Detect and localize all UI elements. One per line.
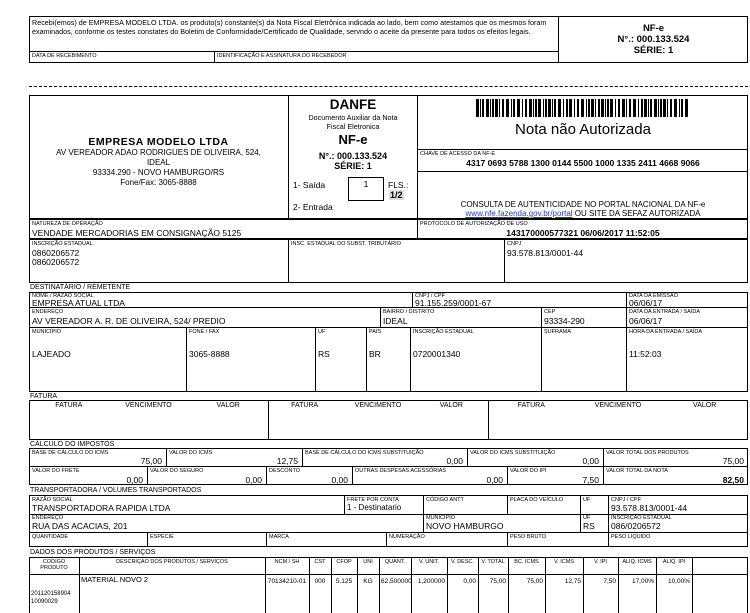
nota-status: Nota não Autorizada — [515, 121, 651, 138]
barcode-bar — [499, 99, 500, 117]
barcode-bar — [506, 99, 509, 117]
barcode-bar — [522, 99, 523, 117]
barcode-bar — [663, 99, 666, 117]
barcode-bar — [629, 99, 631, 117]
barcode-bar — [581, 99, 584, 117]
ie-value1: 0860206572 — [32, 248, 80, 258]
trans-numeracao-label: NUMERAÇÃO — [389, 534, 425, 540]
dest-ie-label: INSCRIÇÃO ESTADUAL — [413, 329, 474, 335]
dest-hora: 11:52:03 — [629, 349, 662, 359]
imposto-label: VALOR DO ICMS SUBSTITUIÇÃO — [470, 450, 556, 456]
ie-value2: 0860206572 — [32, 257, 80, 267]
barcode-bar — [610, 99, 613, 117]
produto-cell-aliqicms: 17,00% — [631, 578, 654, 585]
natureza-label: NATUREZA DE OPERAÇÃO — [32, 221, 103, 227]
protocolo-label: PROTOCOLO DE AUTORIZAÇÃO DE USO — [420, 221, 528, 227]
consulta-suffix: OU SITE DA SEFAZ AUTORIZADA — [572, 209, 701, 218]
barcode-bar — [674, 99, 677, 117]
trans-mun: NOVO HAMBURGO — [426, 521, 504, 531]
imposto-value: 0,00 — [331, 475, 348, 485]
canhoto-sign-label: IDENTIFICAÇÃO E ASSINATURA DO RECEBEDOR — [217, 53, 347, 59]
trans-cnpj: 93.578.813/0001-44 — [611, 503, 688, 513]
imposto-value: 0,00 — [126, 475, 143, 485]
consulta-link[interactable]: www.nfe.fazenda.gov.br/portal — [465, 209, 573, 218]
impostos-section: CÁLCULO DO IMPOSTOS — [30, 441, 115, 448]
trans-marca-label: MARCA — [269, 534, 289, 540]
trans-ie-label: INSCRIÇÃO ESTADUAL — [611, 515, 672, 521]
cut-line — [29, 86, 748, 87]
barcode-bar — [660, 99, 662, 117]
barcode-bar — [513, 99, 515, 117]
canhoto-text: Recebi(emos) de EMPRESA MODELO LTDA. os produto(s) constante(s) da Nota Fiscal Eletrônica indicada ao lado, bem como atestamos que os mesmos foram examinados, conforme os testes constates do Boletim de Conformidade/Certificado de Qualidade, servndo o aceite da presente para todos os efeitos legais. — [32, 18, 547, 36]
produto-header: V. UNIT. — [419, 559, 439, 565]
imposto-value: 75,00 — [140, 456, 162, 466]
danfe-entrada: 2- Entrada — [293, 202, 333, 212]
dest-bairro: IDEAL — [383, 316, 408, 326]
barcode-bar — [538, 99, 541, 117]
barcode-bar — [615, 99, 616, 117]
produto-header: UNI — [363, 559, 373, 565]
protocolo-value: 143170000577321 06/06/2017 11:52:05 — [506, 228, 660, 238]
produto-header: V. TOTAL — [481, 559, 505, 565]
cnpj-label: CNPJ — [507, 241, 522, 247]
trans-especie-label: ESPÉCIE — [150, 534, 174, 540]
imposto-value: 82,50 — [722, 475, 744, 485]
trans-antt-label: CÓDIGO ANTT — [426, 497, 464, 503]
dest-cnpj-label: CNPJ / CPF — [415, 293, 445, 299]
trans-razao-label: RAZÃO SOCIAL — [32, 497, 73, 503]
fatura-header: VALOR — [216, 402, 240, 409]
produto-cell-descricao: MATERIAL NOVO 2 — [81, 575, 149, 584]
fatura-header: VENCIMENTO — [594, 402, 642, 409]
barcode-bar — [588, 99, 590, 117]
trans-uf-label: UF — [583, 497, 591, 503]
produto-header: BC. ICMS — [514, 559, 539, 565]
barcode-bar — [577, 99, 579, 117]
emitente-name: EMPRESA MODELO LTDA — [88, 136, 229, 148]
produto-cell-quant: 62,500000 — [381, 578, 412, 585]
iest-label: INSC. ESTADUAL DO SUBST. TRIBUTÁRIO — [291, 241, 401, 247]
dest-cnpj: 91.155.259/0001-67 — [415, 298, 492, 308]
emitente-address1: AV VEREADOR ADAO RODRIGUES DE OLIVEIRA, 524, — [56, 148, 261, 157]
dest-fone: 3065-8888 — [189, 349, 230, 359]
danfe-fls-label: FLS.: — [388, 180, 409, 190]
emitente-address3: 93334.290 - NOVO HAMBURGO/RS — [92, 168, 225, 177]
fatura-section: FATURA — [30, 393, 58, 400]
produtos-section: DADOS DOS PRODUTOS / SERVIÇOS — [30, 549, 156, 556]
barcode-bar — [574, 99, 575, 117]
emitente-phone: Fone/Fax: 3065-8888 — [120, 178, 197, 187]
danfe-nfe: NF-e — [338, 132, 368, 147]
danfe-series: SÉRIE: 1 — [334, 161, 372, 171]
imposto-label: VALOR DO IPI — [510, 468, 547, 474]
produto-cell-ncm: 70134210-01 — [267, 578, 307, 585]
fatura-header: FATURA — [291, 402, 319, 409]
barcode-bar — [566, 99, 568, 117]
cnpj-value: 93.578.813/0001-44 — [507, 248, 584, 258]
imposto-label: VALOR DO FRETE — [32, 468, 80, 474]
produto-cell-aliqipi: 10,00% — [667, 578, 690, 585]
barcode-bar — [486, 99, 489, 117]
barcode — [476, 99, 690, 117]
dest-emissao-label: DATA DA EMISSÃO — [629, 293, 679, 299]
dest-mun-label: MUNICÍPIO — [32, 329, 62, 335]
barcode-bar — [535, 99, 537, 117]
danfe-fls-value: 1/2 — [390, 190, 403, 200]
barcode-bar — [545, 99, 547, 117]
barcode-bar — [552, 99, 553, 117]
imposto-label: OUTRAS DESPESAS ACESSÓRIAS — [355, 468, 447, 474]
imposto-value: 75,00 — [722, 456, 744, 466]
produto-cell-vunit: 1,200000 — [417, 578, 445, 585]
produto-cell-bcicms: 75,00 — [526, 578, 543, 585]
imposto-value: 12,75 — [276, 456, 298, 466]
produto-cell-cfop: 5.125 — [335, 578, 353, 585]
produto-header: V. ICMS — [554, 559, 574, 565]
produto-cell-vdesc: 0,00 — [463, 578, 476, 585]
trans-end-label: ENDEREÇO — [32, 515, 64, 521]
barcode-bar — [543, 99, 544, 117]
produto-header: V. DESC. — [450, 559, 475, 565]
dest-pais: BR — [369, 349, 381, 359]
produto-header: ALIQ. IPI — [662, 559, 686, 565]
dest-cep: 93334-290 — [544, 316, 585, 326]
dest-end-label: ENDEREÇO — [32, 309, 64, 315]
dest-cep-label: CEP — [544, 309, 556, 315]
imposto-label: DESCONTO — [269, 468, 301, 474]
barcode-bar — [667, 99, 668, 117]
dest-end: AV VEREADOR A. R. DE OLIVEIRA, 524/ PREDIO — [32, 316, 226, 326]
imposto-value: 0,00 — [582, 456, 599, 466]
trans-mun-label: MUNICÍPIO — [426, 515, 456, 521]
fatura-header: FATURA — [517, 402, 545, 409]
fatura-header: VENCIMENTO — [125, 402, 172, 409]
danfe-type-value: 1 — [363, 179, 369, 189]
dest-suframa-label: SUFRAMA — [544, 329, 571, 335]
trans-pb-label: PESO BRUTO — [510, 534, 546, 540]
barcode-bar — [502, 99, 504, 117]
trans-end: RUA DAS ACACIAS, 201 — [32, 521, 128, 531]
produto-header: QUANT. — [384, 559, 406, 565]
produto-header: V. IPI — [594, 559, 607, 565]
barcode-bar — [529, 99, 532, 117]
dest-nome-label: NOME / RAZÃO SOCIAL — [32, 293, 94, 299]
produto-header: NCM / SH — [274, 559, 300, 565]
destinatario-section: DESTINATÁRIO / REMETENTE — [30, 284, 131, 291]
barcode-bar — [648, 99, 649, 117]
ie-label: INSCRIÇÃO ESTADUAL — [32, 241, 93, 247]
produto-cell-vicms: 12,75 — [564, 578, 581, 585]
barcode-bar — [563, 99, 564, 117]
trans-frete: 1 - Destinatario — [347, 503, 402, 512]
dest-bairro-label: BAIRRO / DISTRITO — [383, 309, 435, 315]
barcode-bar — [476, 99, 479, 117]
barcode-bar — [638, 99, 639, 117]
barcode-bar — [525, 99, 527, 117]
fatura-header: VENCIMENTO — [354, 402, 402, 409]
produto-col-divider — [692, 557, 693, 613]
barcode-bar — [595, 99, 596, 117]
produto-cell-codigo1: 201120158904 — [31, 591, 71, 597]
trans-pl-label: PESO LÍQUIDO — [611, 534, 651, 540]
barcode-bar — [618, 99, 620, 117]
produto-header: CST — [314, 559, 326, 565]
produto-header: ALIQ. ICMS — [622, 559, 652, 565]
barcode-bar — [569, 99, 572, 117]
trans-ie: 086/0206572 — [611, 521, 661, 531]
consulta-line1: CONSULTA DE AUTENTICIDADE NO PORTAL NACIONAL DA NF-e — [460, 200, 706, 209]
danfe-title: DANFE — [329, 97, 377, 112]
barcode-bar — [558, 99, 561, 117]
imposto-label: VALOR TOTAL DOS PRODUTOS — [606, 450, 689, 456]
dest-uf-label: UF — [318, 329, 326, 335]
barcode-bar — [644, 99, 647, 117]
imposto-label: VALOR DO ICMS — [169, 450, 213, 456]
barcode-bar — [482, 99, 484, 117]
chave-value: 4317 0693 5788 1300 0144 5500 1000 1335 2411 4668 9066 — [466, 158, 700, 168]
imposto-label: VALOR TOTAL DA NOTA — [606, 468, 668, 474]
trans-uf2-label: UF — [583, 515, 591, 521]
trans-qtd-label: QUANTIDADE — [32, 534, 69, 540]
barcode-bar — [681, 99, 683, 117]
danfe-number: N°.: 000.133.524 — [318, 151, 388, 161]
trans-frete-label: FRETE POR CONTA — [347, 497, 399, 503]
produto-cell-vipi: 7,50 — [603, 578, 616, 585]
emitente-address2: IDEAL — [146, 158, 171, 167]
barcode-bar — [622, 99, 625, 117]
imposto-value: 0,00 — [446, 456, 463, 466]
barcode-bar — [650, 99, 652, 117]
barcode-bar — [658, 99, 659, 117]
trans-razao: TRANSPORTADORA RAPIDA LTDA — [32, 503, 171, 513]
produto-cell-codigo2: 10090029 — [31, 599, 58, 605]
barcode-bar — [517, 99, 520, 117]
dest-uf: RS — [318, 349, 330, 359]
barcode-bar — [654, 99, 657, 117]
consulta-line2 — [418, 209, 748, 218]
canhoto-date-label: DATA DE RECEBIMENTO — [32, 53, 97, 59]
barcode-bar — [533, 99, 534, 117]
imposto-label: BASE DE CÁLCULO DO ICMS — [32, 450, 109, 456]
dest-ie: 0720001340 — [413, 349, 461, 359]
danfe-saida: 1- Saída — [293, 180, 326, 190]
dest-pais-label: PAIS — [369, 329, 382, 335]
barcode-bar — [548, 99, 551, 117]
natureza-value: VENDADE MERCADORIAS EM CONSIGNAÇÃO 5125 — [32, 228, 242, 238]
transportadora-section: TRANSPORTADORA / VOLUMES TRANSPORTADOS — [30, 487, 202, 494]
barcode-bar — [554, 99, 556, 117]
dest-fone-label: FONE / FAX — [189, 329, 220, 335]
barcode-bar — [511, 99, 512, 117]
barcode-bar — [586, 99, 587, 117]
produto-header: DESCRIÇÃO DOS PRODUTOS / SERVIÇOS — [116, 559, 228, 565]
barcode-bar — [607, 99, 609, 117]
dest-hora-label: HORA DA ENTRADA / SAÍDA — [629, 329, 703, 335]
barcode-bar — [601, 99, 604, 117]
barcode-bar — [641, 99, 643, 117]
produto-cell-cst: 000 — [314, 578, 326, 585]
imposto-value: 0,00 — [245, 475, 262, 485]
fatura-header: VALOR — [439, 402, 463, 409]
trans-cnpj-label: CNPJ / CPF — [611, 497, 641, 503]
produto-header: CÓDIGO PRODUTO — [40, 559, 68, 571]
barcode-bar — [679, 99, 680, 117]
canhoto-nfe: NF-e — [642, 23, 665, 34]
trans-uf: RS — [583, 521, 595, 531]
canhoto-number: N°.: 000.133.524 — [617, 34, 690, 45]
fatura-header: FATURA — [55, 402, 83, 409]
canhoto-series: SÉRIE: 1 — [633, 45, 674, 56]
produto-cell-uni: KG — [363, 578, 373, 585]
dest-emissao: 06/06/17 — [629, 298, 663, 308]
chave-label: CHAVE DE ACESSO DA NF-E — [420, 151, 496, 157]
barcode-bar — [480, 99, 481, 117]
barcode-bar — [490, 99, 491, 117]
fatura-header: VALOR — [693, 402, 717, 409]
dest-saida-label: DATA DA ENTRADA / SAÍDA — [629, 309, 701, 315]
danfe-sub2: Fiscal Eletronica — [326, 122, 380, 131]
imposto-label: VALOR DO SEGURO — [150, 468, 204, 474]
imposto-label: BASE DE CÁLCULO DO ICMS SUBSTITUIÇÃO — [305, 450, 424, 456]
barcode-bar — [685, 99, 688, 117]
produto-cell-vtotal: 75,00 — [489, 578, 506, 585]
dest-mun: LAJEADO — [32, 349, 71, 359]
danfe-sub1: Documento Auxiliar da Nota — [308, 113, 398, 122]
barcode-bar — [670, 99, 672, 117]
barcode-bar — [633, 99, 636, 117]
imposto-value: 7,50 — [582, 475, 599, 485]
barcode-bar — [626, 99, 627, 117]
dest-saida: 06/06/17 — [629, 316, 663, 326]
barcode-bar — [598, 99, 600, 117]
barcode-bar — [591, 99, 594, 117]
dest-nome: EMPRESA ATUAL LTDA — [32, 298, 125, 308]
barcode-bar — [605, 99, 606, 117]
produto-header: CFOP — [336, 559, 352, 565]
trans-placa-label: PLACA DO VEÍCULO — [510, 497, 564, 503]
imposto-value: 0,00 — [486, 475, 503, 485]
barcode-bar — [495, 99, 498, 117]
barcode-bar — [492, 99, 494, 117]
